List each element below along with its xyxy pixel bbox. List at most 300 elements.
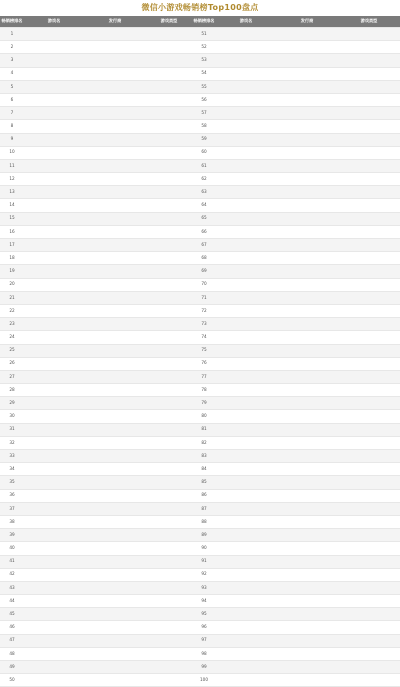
table-cell (24, 595, 84, 608)
table-cell (338, 436, 400, 449)
table-cell (24, 397, 84, 410)
table-cell (338, 555, 400, 568)
table-cell (216, 555, 276, 568)
table-cell: 16 (0, 225, 24, 238)
table-cell: 24 (0, 331, 24, 344)
table-cell (84, 423, 146, 436)
table-cell (24, 291, 84, 304)
table-cell (84, 357, 146, 370)
table-cell: 70 (192, 278, 216, 291)
table-row (0, 173, 400, 186)
table-cell (216, 331, 276, 344)
table-cell: 2 (0, 41, 24, 54)
table-cell (276, 515, 338, 528)
header-row (0, 16, 400, 28)
table-cell (338, 568, 400, 581)
table-cell (146, 304, 192, 317)
table-cell (276, 529, 338, 542)
table-cell (338, 173, 400, 186)
table-cell: 58 (192, 120, 216, 133)
table-cell: 35 (0, 476, 24, 489)
table-cell: 50 (0, 674, 24, 687)
table-cell (338, 186, 400, 199)
table-cell: 82 (192, 436, 216, 449)
table-cell (338, 291, 400, 304)
table-cell (146, 80, 192, 93)
table-cell (276, 423, 338, 436)
table-cell (84, 621, 146, 634)
table-cell (276, 291, 338, 304)
table-cell (216, 529, 276, 542)
table-cell (276, 278, 338, 291)
table-cell (84, 608, 146, 621)
table-row (0, 436, 400, 449)
table-cell (216, 384, 276, 397)
table-cell (338, 28, 400, 41)
table-cell (338, 476, 400, 489)
table-cell (216, 186, 276, 199)
table-cell (216, 304, 276, 317)
table-row (0, 344, 400, 357)
table-cell (216, 674, 276, 687)
table-cell: 45 (0, 608, 24, 621)
table-cell (338, 93, 400, 106)
table-cell (84, 291, 146, 304)
table-cell (24, 634, 84, 647)
table-cell (216, 120, 276, 133)
table-cell (338, 54, 400, 67)
table-cell: 43 (0, 581, 24, 594)
table-cell (338, 80, 400, 93)
table-cell (338, 489, 400, 502)
table-cell: 7 (0, 107, 24, 120)
table-cell: 59 (192, 133, 216, 146)
table-cell: 91 (192, 555, 216, 568)
table-cell: 46 (0, 621, 24, 634)
table-cell: 94 (192, 595, 216, 608)
table-row (0, 529, 400, 542)
table-cell (84, 542, 146, 555)
table-row (0, 67, 400, 80)
table-cell (216, 133, 276, 146)
table-cell: 68 (192, 252, 216, 265)
table-cell: 22 (0, 304, 24, 317)
table-cell (146, 436, 192, 449)
table-cell (338, 199, 400, 212)
table-cell (84, 93, 146, 106)
table-row (0, 146, 400, 159)
table-cell (24, 370, 84, 383)
table-cell (276, 410, 338, 423)
table-cell: 63 (192, 186, 216, 199)
column-header: 畅销榜排名 (0, 16, 24, 28)
table-row (0, 212, 400, 225)
table-cell: 37 (0, 502, 24, 515)
table-cell: 52 (192, 41, 216, 54)
table-cell (24, 410, 84, 423)
table-cell (84, 173, 146, 186)
table-cell: 60 (192, 146, 216, 159)
table-cell (338, 318, 400, 331)
table-cell: 79 (192, 397, 216, 410)
table-cell (338, 146, 400, 159)
table-cell (216, 634, 276, 647)
table-cell: 55 (192, 80, 216, 93)
table-cell (84, 568, 146, 581)
table-cell (276, 581, 338, 594)
table-cell (276, 41, 338, 54)
table-row (0, 186, 400, 199)
table-cell (146, 581, 192, 594)
table-cell: 20 (0, 278, 24, 291)
table-row (0, 107, 400, 120)
table-row (0, 542, 400, 555)
table-cell (216, 265, 276, 278)
table-cell: 57 (192, 107, 216, 120)
table-cell: 72 (192, 304, 216, 317)
table-cell (146, 252, 192, 265)
table-cell (24, 54, 84, 67)
table-cell (216, 463, 276, 476)
table-cell (276, 542, 338, 555)
table-cell: 81 (192, 423, 216, 436)
table-cell (338, 397, 400, 410)
table-row (0, 159, 400, 172)
table-cell (276, 608, 338, 621)
table-cell (216, 344, 276, 357)
table-cell (84, 555, 146, 568)
table-cell (24, 502, 84, 515)
table-cell (24, 555, 84, 568)
table-cell (216, 476, 276, 489)
table-cell (24, 357, 84, 370)
table-cell (276, 621, 338, 634)
table-cell (24, 186, 84, 199)
table-cell (146, 67, 192, 80)
table-row (0, 555, 400, 568)
table-cell (216, 410, 276, 423)
column-header: 畅销榜排名 (192, 16, 216, 28)
table-cell (338, 41, 400, 54)
table-cell: 1 (0, 28, 24, 41)
table-cell (338, 621, 400, 634)
table-cell: 3 (0, 54, 24, 67)
table-cell (216, 489, 276, 502)
ranking-table (0, 16, 400, 687)
table-cell (338, 120, 400, 133)
table-cell (146, 278, 192, 291)
table-cell (216, 647, 276, 660)
table-row (0, 28, 400, 41)
table-cell (84, 199, 146, 212)
table-cell: 56 (192, 93, 216, 106)
table-cell (216, 278, 276, 291)
table-cell: 33 (0, 450, 24, 463)
table-cell: 27 (0, 370, 24, 383)
table-cell (276, 370, 338, 383)
table-cell (84, 265, 146, 278)
table-cell: 44 (0, 595, 24, 608)
table-cell: 97 (192, 634, 216, 647)
table-cell (84, 120, 146, 133)
table-cell (84, 67, 146, 80)
table-cell (146, 384, 192, 397)
table-cell: 13 (0, 186, 24, 199)
table-cell (338, 581, 400, 594)
table-cell (276, 661, 338, 674)
table-cell (24, 28, 84, 41)
table-cell (338, 515, 400, 528)
table-cell (276, 595, 338, 608)
table-cell: 25 (0, 344, 24, 357)
table-row (0, 674, 400, 687)
table-cell (338, 674, 400, 687)
table-cell (146, 555, 192, 568)
table-cell (84, 436, 146, 449)
table-cell (276, 344, 338, 357)
table-cell (338, 370, 400, 383)
table-cell (24, 450, 84, 463)
table-cell: 61 (192, 159, 216, 172)
table-cell (216, 542, 276, 555)
table-cell (146, 476, 192, 489)
table-cell (216, 93, 276, 106)
table-cell (216, 357, 276, 370)
table-cell: 15 (0, 212, 24, 225)
table-cell (216, 107, 276, 120)
table-cell (84, 252, 146, 265)
table-row (0, 278, 400, 291)
table-cell (338, 450, 400, 463)
table-cell (216, 225, 276, 238)
table-cell (24, 489, 84, 502)
table-cell (338, 252, 400, 265)
table-cell (146, 568, 192, 581)
table-cell (216, 621, 276, 634)
table-cell: 51 (192, 28, 216, 41)
table-cell: 64 (192, 199, 216, 212)
table-cell (84, 502, 146, 515)
table-cell (24, 41, 84, 54)
table-cell: 99 (192, 661, 216, 674)
table-cell: 98 (192, 647, 216, 660)
table-cell (24, 252, 84, 265)
table-row (0, 515, 400, 528)
table-cell (276, 331, 338, 344)
table-cell (216, 515, 276, 528)
table-row (0, 608, 400, 621)
table-cell (24, 581, 84, 594)
table-cell: 77 (192, 370, 216, 383)
column-header: 发行商 (84, 16, 146, 28)
table-cell (146, 159, 192, 172)
table-body (0, 28, 400, 687)
table-cell (338, 384, 400, 397)
table-cell: 71 (192, 291, 216, 304)
table-cell: 89 (192, 529, 216, 542)
table-cell: 34 (0, 463, 24, 476)
table-row (0, 397, 400, 410)
table-cell (276, 93, 338, 106)
table-cell (84, 80, 146, 93)
table-cell (84, 581, 146, 594)
table-cell (338, 529, 400, 542)
table-cell (146, 515, 192, 528)
table-cell: 26 (0, 357, 24, 370)
table-cell (276, 120, 338, 133)
table-row (0, 120, 400, 133)
table-cell (146, 318, 192, 331)
table-cell: 100 (192, 674, 216, 687)
table-cell: 21 (0, 291, 24, 304)
table-cell: 49 (0, 661, 24, 674)
table-cell (216, 28, 276, 41)
table-cell (24, 476, 84, 489)
table-cell (338, 278, 400, 291)
table-cell (146, 41, 192, 54)
table-cell: 54 (192, 67, 216, 80)
table-cell (216, 159, 276, 172)
column-header: 发行商 (276, 16, 338, 28)
table-row (0, 357, 400, 370)
table-cell (276, 502, 338, 515)
table-row (0, 595, 400, 608)
table-cell (84, 674, 146, 687)
table-row (0, 423, 400, 436)
table-row (0, 80, 400, 93)
table-cell (146, 357, 192, 370)
table-cell (276, 489, 338, 502)
table-cell (338, 159, 400, 172)
table-cell (216, 212, 276, 225)
table-cell (84, 28, 146, 41)
table-cell (24, 463, 84, 476)
table-cell: 73 (192, 318, 216, 331)
table-cell (146, 608, 192, 621)
table-cell (84, 159, 146, 172)
table-cell: 10 (0, 146, 24, 159)
table-row (0, 450, 400, 463)
table-cell (24, 173, 84, 186)
table-cell (84, 278, 146, 291)
table-cell (146, 291, 192, 304)
table-cell (146, 489, 192, 502)
table-cell (338, 661, 400, 674)
table-cell (146, 463, 192, 476)
table-cell (24, 67, 84, 80)
table-cell (216, 146, 276, 159)
table-cell: 41 (0, 555, 24, 568)
table-cell (276, 568, 338, 581)
table-cell: 9 (0, 133, 24, 146)
table-cell (338, 423, 400, 436)
table-row (0, 225, 400, 238)
table-cell (276, 159, 338, 172)
table-row (0, 384, 400, 397)
table-cell (276, 397, 338, 410)
table-cell (24, 199, 84, 212)
table-cell (216, 436, 276, 449)
table-cell (24, 344, 84, 357)
table-cell: 4 (0, 67, 24, 80)
table-row (0, 93, 400, 106)
table-cell (24, 265, 84, 278)
table-cell: 5 (0, 80, 24, 93)
table-cell (146, 661, 192, 674)
table-cell (24, 331, 84, 344)
table-cell (146, 199, 192, 212)
table-cell (84, 54, 146, 67)
table-cell: 66 (192, 225, 216, 238)
table-cell (24, 674, 84, 687)
column-header: 游戏类型 (338, 16, 400, 28)
table-cell (338, 304, 400, 317)
table-cell (84, 225, 146, 238)
table-cell (276, 212, 338, 225)
table-cell (338, 463, 400, 476)
table-cell: 62 (192, 173, 216, 186)
table-cell (216, 608, 276, 621)
table-cell (146, 450, 192, 463)
table-cell (276, 186, 338, 199)
table-cell: 30 (0, 410, 24, 423)
table-cell (84, 661, 146, 674)
table-cell (146, 634, 192, 647)
table-cell (338, 595, 400, 608)
table-cell (84, 634, 146, 647)
table-cell (338, 502, 400, 515)
table-cell (276, 67, 338, 80)
table-row (0, 291, 400, 304)
table-cell (276, 252, 338, 265)
table-cell (338, 634, 400, 647)
table-cell (146, 265, 192, 278)
table-cell (338, 67, 400, 80)
table-cell (146, 397, 192, 410)
table-cell: 39 (0, 529, 24, 542)
table-row (0, 476, 400, 489)
table-row (0, 370, 400, 383)
table-cell (24, 146, 84, 159)
table-cell (338, 212, 400, 225)
table-cell (146, 173, 192, 186)
table-cell: 74 (192, 331, 216, 344)
table-cell (276, 555, 338, 568)
table-cell: 75 (192, 344, 216, 357)
table-cell (276, 265, 338, 278)
table-cell: 84 (192, 463, 216, 476)
table-cell: 69 (192, 265, 216, 278)
table-cell (338, 344, 400, 357)
table-cell (276, 436, 338, 449)
table-cell: 12 (0, 173, 24, 186)
table-cell (146, 529, 192, 542)
table-cell (146, 212, 192, 225)
table-header (0, 16, 400, 28)
table-cell (146, 674, 192, 687)
table-cell (276, 384, 338, 397)
table-cell (276, 357, 338, 370)
table-cell (24, 93, 84, 106)
table-cell: 23 (0, 318, 24, 331)
table-cell: 65 (192, 212, 216, 225)
table-cell (276, 463, 338, 476)
table-cell (84, 529, 146, 542)
table-cell: 18 (0, 252, 24, 265)
table-cell: 28 (0, 384, 24, 397)
table-row (0, 331, 400, 344)
table-cell: 17 (0, 239, 24, 252)
